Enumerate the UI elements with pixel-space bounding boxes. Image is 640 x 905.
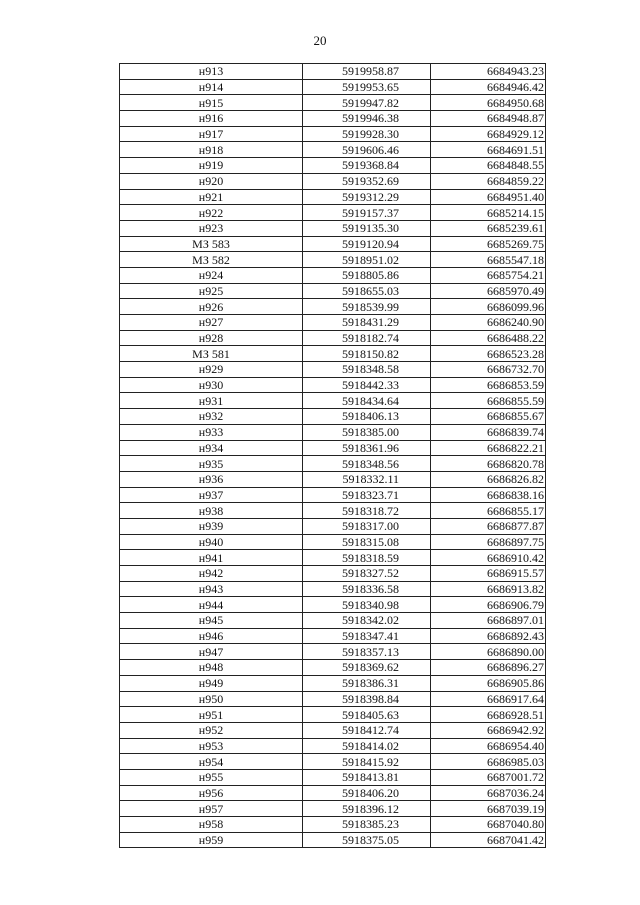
y-coordinate-cell: 6686855.67 [431,409,546,425]
table-row [120,283,546,299]
point-id-cell: н940 [120,534,303,550]
point-id-cell: н943 [120,581,303,597]
x-coordinate-cell: 5918406.13 [303,409,431,425]
point-id-cell: н958 [120,817,303,833]
y-coordinate-cell: 6684951.40 [431,189,546,205]
point-id-cell: н923 [120,220,303,236]
x-coordinate-cell: 5919352.69 [303,173,431,189]
x-coordinate-cell: 5919928.30 [303,126,431,142]
x-coordinate-cell: 5918323.71 [303,487,431,503]
table-row [120,315,546,331]
table-row [120,205,546,221]
x-coordinate-cell: 5918386.31 [303,675,431,691]
y-coordinate-cell: 6685239.61 [431,220,546,236]
y-coordinate-cell: 6685547.18 [431,252,546,268]
x-coordinate-cell: 5918348.58 [303,362,431,378]
table-row [120,487,546,503]
y-coordinate-cell: 6684948.87 [431,111,546,127]
point-id-cell: н925 [120,283,303,299]
x-coordinate-cell: 5918415.92 [303,754,431,770]
x-coordinate-cell: 5918539.99 [303,299,431,315]
x-coordinate-cell: 5918318.72 [303,503,431,519]
x-coordinate-cell: 5918385.23 [303,817,431,833]
y-coordinate-cell: 6686488.22 [431,330,546,346]
y-coordinate-cell: 6686954.40 [431,738,546,754]
x-coordinate-cell: 5918332.11 [303,471,431,487]
x-coordinate-cell: 5918150.82 [303,346,431,362]
table-row [120,817,546,833]
x-coordinate-cell: 5918396.12 [303,801,431,817]
table-row [120,95,546,111]
point-id-cell: н932 [120,409,303,425]
x-coordinate-cell: 5919157.37 [303,205,431,221]
table-row [120,440,546,456]
table-row [120,581,546,597]
y-coordinate-cell: 6687001.72 [431,769,546,785]
x-coordinate-cell: 5918348.56 [303,456,431,472]
point-id-cell: н935 [120,456,303,472]
y-coordinate-cell: 6686896.27 [431,660,546,676]
y-coordinate-cell: 6686855.17 [431,503,546,519]
x-coordinate-cell: 5918369.62 [303,660,431,676]
y-coordinate-cell: 6686855.59 [431,393,546,409]
point-id-cell: н916 [120,111,303,127]
point-id-cell: н913 [120,64,303,80]
y-coordinate-cell: 6686928.51 [431,707,546,723]
table-row [120,660,546,676]
table-row [120,566,546,582]
point-id-cell: н915 [120,95,303,111]
point-id-cell: н957 [120,801,303,817]
x-coordinate-cell: 5918442.33 [303,377,431,393]
point-id-cell: н952 [120,722,303,738]
table-row [120,126,546,142]
x-coordinate-cell: 5918434.64 [303,393,431,409]
x-coordinate-cell: 5918318.59 [303,550,431,566]
y-coordinate-cell: 6684943.23 [431,64,546,80]
x-coordinate-cell: 5918412.74 [303,722,431,738]
table-row [120,785,546,801]
y-coordinate-cell: 6686892.43 [431,628,546,644]
point-id-cell: н918 [120,142,303,158]
point-id-cell: н921 [120,189,303,205]
table-row [120,832,546,848]
table-row [120,597,546,613]
y-coordinate-cell: 6686910.42 [431,550,546,566]
y-coordinate-cell: 6686897.01 [431,613,546,629]
x-coordinate-cell: 5918431.29 [303,315,431,331]
x-coordinate-cell: 5919368.84 [303,158,431,174]
x-coordinate-cell: 5918414.02 [303,738,431,754]
point-id-cell: н928 [120,330,303,346]
y-coordinate-cell: 6684848.55 [431,158,546,174]
table-row [120,675,546,691]
x-coordinate-cell: 5918336.58 [303,581,431,597]
point-id-cell: н933 [120,424,303,440]
table-row [120,424,546,440]
table-row [120,111,546,127]
x-coordinate-cell: 5918361.96 [303,440,431,456]
point-id-cell: н942 [120,566,303,582]
table-row [120,252,546,268]
table-row [120,173,546,189]
page-number: 20 [313,33,327,48]
x-coordinate-cell: 5918347.41 [303,628,431,644]
table-row [120,691,546,707]
point-id-cell: н924 [120,267,303,283]
y-coordinate-cell: 6686822.21 [431,440,546,456]
table-row [120,330,546,346]
table-row [120,722,546,738]
point-id-cell: н934 [120,440,303,456]
x-coordinate-cell: 5919946.38 [303,111,431,127]
y-coordinate-cell: 6686985.03 [431,754,546,770]
point-id-cell: н948 [120,660,303,676]
table-row [120,707,546,723]
table-row [120,64,546,80]
x-coordinate-cell: 5919947.82 [303,95,431,111]
point-id-cell: н956 [120,785,303,801]
point-id-cell: МЗ 581 [120,346,303,362]
table-row [120,503,546,519]
x-coordinate-cell: 5919312.29 [303,189,431,205]
y-coordinate-cell: 6685269.75 [431,236,546,252]
x-coordinate-cell: 5918375.05 [303,832,431,848]
table-row [120,550,546,566]
x-coordinate-cell: 5919135.30 [303,220,431,236]
y-coordinate-cell: 6686820.78 [431,456,546,472]
point-id-cell: н926 [120,299,303,315]
point-id-cell: н917 [120,126,303,142]
table-row [120,628,546,644]
point-id-cell: н920 [120,173,303,189]
x-coordinate-cell: 5918405.63 [303,707,431,723]
x-coordinate-cell: 5919120.94 [303,236,431,252]
x-coordinate-cell: 5918406.20 [303,785,431,801]
point-id-cell: н930 [120,377,303,393]
y-coordinate-cell: 6687040.80 [431,817,546,833]
y-coordinate-cell: 6686906.79 [431,597,546,613]
x-coordinate-cell: 5918182.74 [303,330,431,346]
y-coordinate-cell: 6685214.15 [431,205,546,221]
coordinates-table-body [120,64,546,848]
y-coordinate-cell: 6685754.21 [431,267,546,283]
point-id-cell: н937 [120,487,303,503]
point-id-cell: МЗ 583 [120,236,303,252]
y-coordinate-cell: 6686839.74 [431,424,546,440]
x-coordinate-cell: 5918398.84 [303,691,431,707]
y-coordinate-cell: 6686732.70 [431,362,546,378]
x-coordinate-cell: 5918317.00 [303,518,431,534]
point-id-cell: н947 [120,644,303,660]
table-row [120,142,546,158]
x-coordinate-cell: 5918327.52 [303,566,431,582]
table-row [120,346,546,362]
table-row [120,79,546,95]
table-row [120,754,546,770]
table-row [120,393,546,409]
x-coordinate-cell: 5918655.03 [303,283,431,299]
point-id-cell: н946 [120,628,303,644]
y-coordinate-cell: 6684859.22 [431,173,546,189]
y-coordinate-cell: 6686905.86 [431,675,546,691]
y-coordinate-cell: 6686240.90 [431,315,546,331]
point-id-cell: н914 [120,79,303,95]
y-coordinate-cell: 6686917.64 [431,691,546,707]
table-row [120,189,546,205]
y-coordinate-cell: 6684950.68 [431,95,546,111]
x-coordinate-cell: 5918315.08 [303,534,431,550]
point-id-cell: н938 [120,503,303,519]
x-coordinate-cell: 5918413.81 [303,769,431,785]
point-id-cell: н950 [120,691,303,707]
y-coordinate-cell: 6686523.28 [431,346,546,362]
y-coordinate-cell: 6684946.42 [431,79,546,95]
point-id-cell: МЗ 582 [120,252,303,268]
x-coordinate-cell: 5918342.02 [303,613,431,629]
table-row [120,158,546,174]
point-id-cell: н941 [120,550,303,566]
y-coordinate-cell: 6686915.57 [431,566,546,582]
y-coordinate-cell: 6687036.24 [431,785,546,801]
x-coordinate-cell: 5918805.86 [303,267,431,283]
table-row [120,362,546,378]
table-row [120,220,546,236]
table-row [120,738,546,754]
x-coordinate-cell: 5918357.13 [303,644,431,660]
x-coordinate-cell: 5918951.02 [303,252,431,268]
point-id-cell: н944 [120,597,303,613]
y-coordinate-cell: 6686890.00 [431,644,546,660]
table-row [120,801,546,817]
y-coordinate-cell: 6686877.87 [431,518,546,534]
table-row [120,299,546,315]
x-coordinate-cell: 5919606.46 [303,142,431,158]
y-coordinate-cell: 6686913.82 [431,581,546,597]
y-coordinate-cell: 6685970.49 [431,283,546,299]
table-row [120,471,546,487]
point-id-cell: н949 [120,675,303,691]
point-id-cell: н929 [120,362,303,378]
table-row [120,267,546,283]
table-row [120,613,546,629]
point-id-cell: н927 [120,315,303,331]
point-id-cell: н959 [120,832,303,848]
y-coordinate-cell: 6686099.96 [431,299,546,315]
y-coordinate-cell: 6684929.12 [431,126,546,142]
x-coordinate-cell: 5919958.87 [303,64,431,80]
y-coordinate-cell: 6687041.42 [431,832,546,848]
point-id-cell: н936 [120,471,303,487]
point-id-cell: н945 [120,613,303,629]
x-coordinate-cell: 5918385.00 [303,424,431,440]
table-row [120,409,546,425]
table-row [120,377,546,393]
x-coordinate-cell: 5919953.65 [303,79,431,95]
table-row [120,518,546,534]
y-coordinate-cell: 6686853.59 [431,377,546,393]
point-id-cell: н919 [120,158,303,174]
point-id-cell: н954 [120,754,303,770]
point-id-cell: н922 [120,205,303,221]
y-coordinate-cell: 6686897.75 [431,534,546,550]
table-row [120,769,546,785]
table-row [120,236,546,252]
y-coordinate-cell: 6687039.19 [431,801,546,817]
point-id-cell: н951 [120,707,303,723]
y-coordinate-cell: 6684691.51 [431,142,546,158]
point-id-cell: н939 [120,518,303,534]
table-row [120,456,546,472]
y-coordinate-cell: 6686942.92 [431,722,546,738]
table-row [120,534,546,550]
point-id-cell: н931 [120,393,303,409]
y-coordinate-cell: 6686826.82 [431,471,546,487]
point-id-cell: н955 [120,769,303,785]
point-id-cell: н953 [120,738,303,754]
coordinates-table [119,63,546,848]
y-coordinate-cell: 6686838.16 [431,487,546,503]
x-coordinate-cell: 5918340.98 [303,597,431,613]
table-row [120,644,546,660]
